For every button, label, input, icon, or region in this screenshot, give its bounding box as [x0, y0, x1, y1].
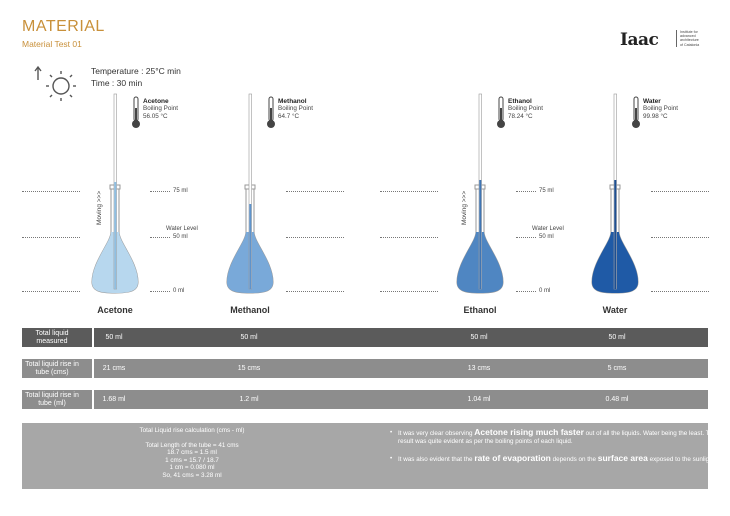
- methanol-flask: [225, 92, 275, 295]
- page-subtitle: Material Test 01: [22, 39, 82, 49]
- level-line: [516, 237, 536, 238]
- level-line: [380, 291, 438, 292]
- level-line: [150, 237, 170, 238]
- scale-0ml: 0 ml: [539, 288, 551, 294]
- flask-label-water: Water: [602, 305, 628, 315]
- level-line: [651, 237, 709, 238]
- table-row: Total liquid measured 50 ml 50 ml 50 ml 50 ml: [22, 328, 708, 347]
- scale-water-level: Water Level: [166, 226, 198, 232]
- table-row: Total liquid rise in tube (ml) 1.68 ml 1.2 ml 1.04 ml 0.48 ml: [22, 390, 708, 409]
- level-line: [150, 191, 170, 192]
- temperature-text: Temperature : 25°C min: [91, 66, 181, 76]
- summary-panel: [22, 423, 717, 489]
- logo-tagline: Institute for advanced architecture of Catalonia: [676, 30, 699, 47]
- level-line: [516, 191, 536, 192]
- flask-label-ethanol: Ethanol: [463, 305, 497, 315]
- flask-label-methanol: Methanol: [230, 305, 270, 315]
- level-line: [380, 237, 438, 238]
- note-1: • It was very clear observing Acetone rising much faster out of all the liquids. Water being the least. The result was quite evident as per the boiling points of each liquid.: [390, 427, 717, 445]
- sun-icon: [32, 62, 82, 106]
- level-line: [286, 191, 344, 192]
- flask-label-acetone: Acetone: [97, 305, 133, 315]
- scale-75ml: 75 ml: [173, 188, 188, 194]
- level-line: [22, 237, 80, 238]
- time-text: Time : 30 min: [91, 78, 143, 88]
- acetone-moving-label: Moving >>>: [96, 190, 103, 225]
- level-line: [150, 291, 170, 292]
- water-boiling-point: Water Boiling Point 99.98 °C: [643, 98, 679, 120]
- level-line: [22, 291, 80, 292]
- iaac-logo: Iaac: [620, 30, 659, 50]
- acetone-boiling-point: Acetone Boiling Point 56.05 °C: [143, 98, 179, 120]
- scale-50ml: 50 ml: [173, 234, 188, 240]
- level-line: [286, 237, 344, 238]
- level-line: [516, 291, 536, 292]
- level-line: [286, 291, 344, 292]
- scale-water-level: Water Level: [532, 226, 564, 232]
- level-line: [651, 291, 709, 292]
- methanol-boiling-point: Methanol Boiling Point 64.7 °C: [278, 98, 314, 120]
- note-2: • It was also evident that the rate of evaporation depends on the surface area exposed to the sunlight.: [390, 453, 717, 463]
- scale-75ml: 75 ml: [539, 188, 554, 194]
- level-line: [651, 191, 709, 192]
- ethanol-moving-label: Moving >>>: [461, 190, 468, 225]
- scale-50ml: 50 ml: [539, 234, 554, 240]
- water-flask: [590, 92, 640, 295]
- level-line: [380, 191, 438, 192]
- page-title: MATERIAL: [22, 18, 105, 35]
- calculation-block: Total Liquid rise calculation (cms - ml) Total Length of the tube = 41 cms 18.7 cms = 1.5 ml 1 cms = 15.7 / 18.7 1 cm = 0.080 ml So, 41 cms = 3.28 ml: [139, 427, 245, 479]
- ethanol-boiling-point: Ethanol Boiling Point 78.24 °C: [508, 98, 544, 120]
- scale-0ml: 0 ml: [173, 288, 185, 294]
- table-row: Total liquid rise in tube (cms) 21 cms 15 cms 13 cms 5 cms: [22, 359, 708, 378]
- level-line: [22, 191, 80, 192]
